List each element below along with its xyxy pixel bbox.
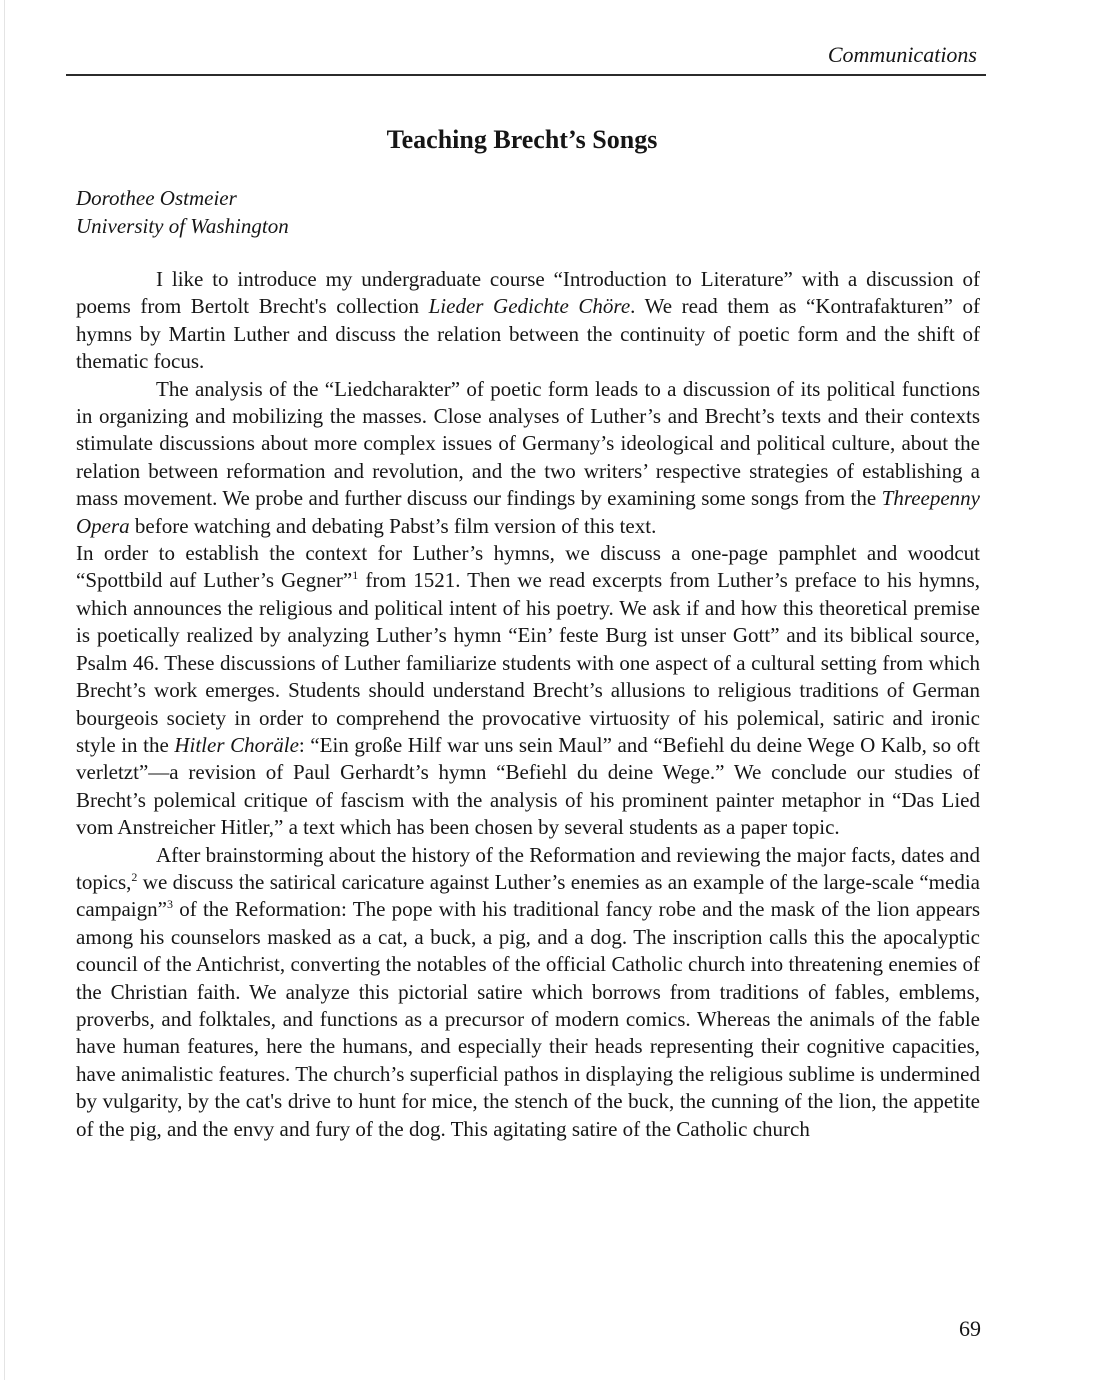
page-edge-line [4,0,5,1380]
footnote-ref-3: 3 [166,897,173,912]
author-affiliation: University of Washington [76,214,289,238]
byline [76,184,289,240]
paragraph-4: After brainstorming about the history of the Reformation and reviewing the major facts, dates and topics,$^2$ we discuss the satirical caricature against Luther’s enemies as an example of the large-scale “media campaign”$^3$ of the Reformation: The pope with his traditional fancy robe and the mask of the lion appears among his counselors masked as a cat, a buck, a pig, and a dog. The inscription calls this the apocalyptic council of the Antichrist, converting the notables of the official Catholic church into threatening enemies of the Christian faith. We analyze this pictorial satire which borrows from traditions of fables, emblems, proverbs, and folktales, and functions as a precursor of modern comics. Whereas the animals of the fable have human features, here the humans, and especially their heads representing their cognitive capacities, have animalistic features. The church’s superficial pathos in displaying the religious sublime is undermined by vulgarity, by the cat's drive to hunt for mice, the stench of the buck, the cunning of the lion, the appetite of the pig, and the envy and fury of the dog. This agitating satire of the Catholic church [76,842,980,1141]
footnote-ref-2: 2 [131,869,138,884]
paragraph-3: In order to establish the context for Luther’s hymns, we discuss a one-page pamphlet and woodcut “Spottbild auf Luther’s Gegner”$^1$ from 1521. Then we read excerpts from Luther’s preface to his hymns, which announces the religious and political intent of his poetry. We ask if and how this theoretical premise is poetically realized by analyzing Luther’s hymn “Ein’ feste Burg ist unser Gott” and its biblical source, Psalm 46. These discussions of Luther familiarize students with one aspect of a cultural setting from which Brecht’s work emerges. Students should understand Brecht’s allusions to religious traditions of German bourgeois society in order to comprehend the provocative virtuosity of his polemical, satiric and ironic style in the Hitler Choräle: “Ein große Hilf war uns sein Maul” and “Befiehl du deine Wege O Kalb, so oft verletzt”—a revision of Paul Gerhardt’s hymn “Befiehl du deine Wege.” We conclude our studies of Brecht’s polemical critique of fascism with the analysis of his prominent painter metaphor in “Das Lied vom Anstreicher Hitler,” a text which has been chosen by several students as a paper topic. [76,541,981,840]
work-title-hitler-chorale: Hitler Choräle [174,732,299,757]
footnote-ref-1: 1 [352,568,359,583]
paragraph-1: I like to introduce my undergraduate course “Introduction to Literature” with a discussion of poems from Bertolt Brecht's collection Lieder Gedichte Chöre. We read them as “Kontrafakturen” of hymns by Martin Luther and discuss the relation between the continuity of poetic form and the shift of thematic focus. [76,267,980,374]
author-name: Dorothee Ostmeier [76,186,237,210]
header-rule [66,74,986,76]
paragraph-2: The analysis of the “Liedcharakter” of poetic form leads to a discussion of its political functions in organizing and mobilizing the masses. Close analyses of Luther’s and Brecht’s texts and their contexts stimulate discussions about more complex issues of Germany’s ideological and political culture, about the relation between reformation and revolution, and the two writers’ respective strategies of establishing a mass movement. We probe and further discuss our findings by examining some songs from the Threepenny Opera before watching and debating Pabst’s film version of this text. [76,376,980,538]
article-title: Teaching Brecht’s Songs [386,125,658,154]
running-head: Communications [827,42,977,67]
book-title-lieder: Lieder Gedichte Chöre [428,294,631,319]
page-number: 69 [959,1316,981,1341]
article-body [76,266,980,1143]
work-title-threepenny: Threepenny Opera [76,486,980,538]
